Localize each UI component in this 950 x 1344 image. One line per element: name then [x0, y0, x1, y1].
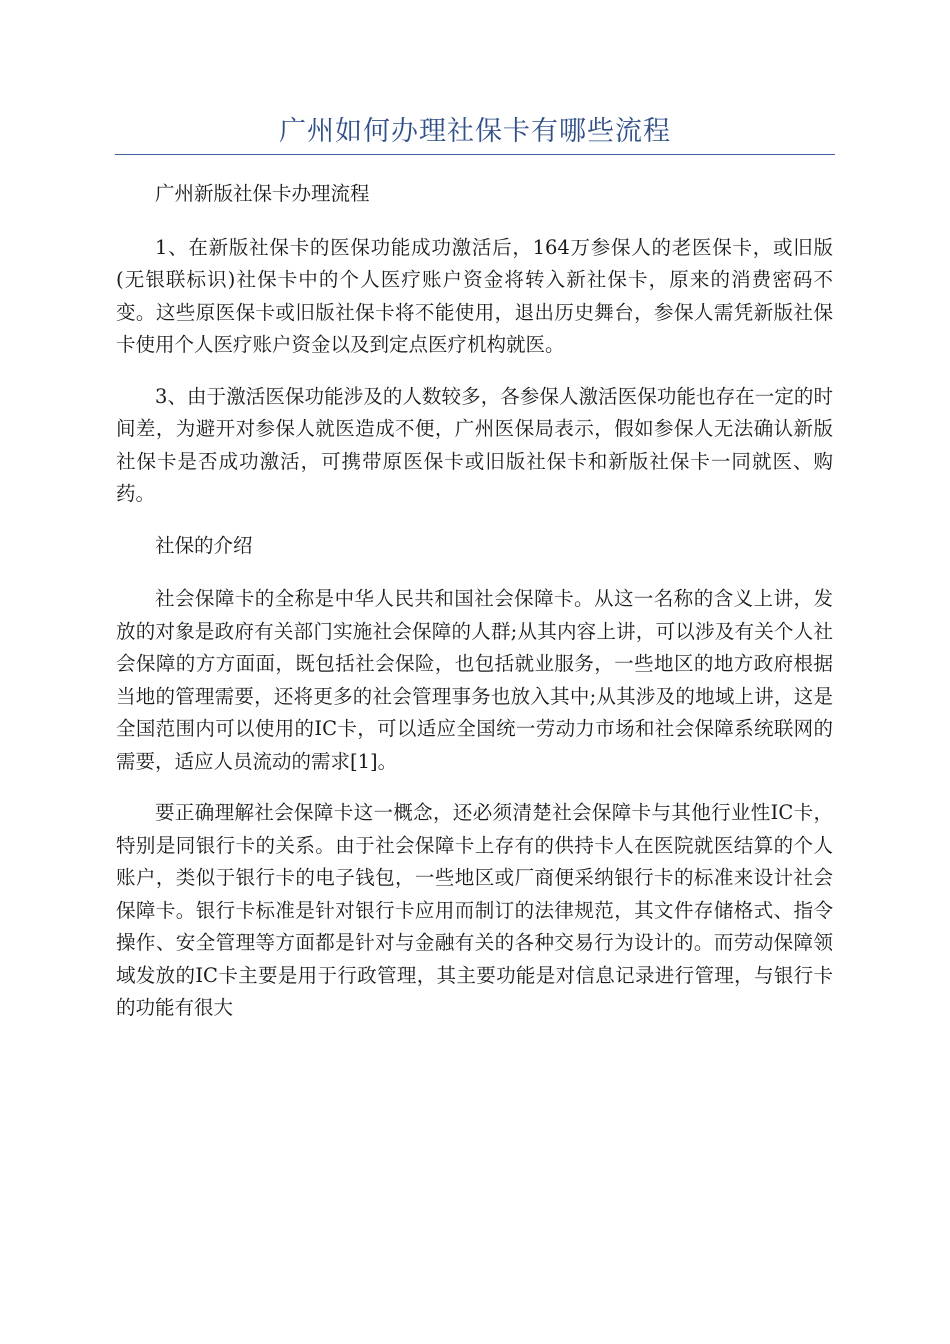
- document-title: 广州如何办理社保卡有哪些流程: [279, 116, 671, 147]
- paragraph-step-3: 3、由于激活医保功能涉及的人数较多，各参保人激活医保功能也存在一定的时间差，为避开对参保人就医造成不便，广州医保局表示，假如参保人无法确认新版社保卡是否成功激活，可携带原医保卡或旧版社保卡和新版社保卡一同就医、购药。: [116, 384, 833, 505]
- document-body: [116, 178, 833, 1044]
- paragraph-intro-definition: 社会保障卡的全称是中华人民共和国社会保障卡。从这一名称的含义上讲，发放的对象是政府有关部门实施社会保障的人群;从其内容上讲，可以涉及有关个人社会保障的方方面面，既包括社会保险，也包括就业服务，一些地区的地方政府根据当地的管理需要，还将更多的社会管理事务也放入其中;从其涉及的地域上讲，这是全国范围内可以使用的IC卡，可以适应全国统一劳动力市场和社会保障系统联网的需要，适应人员流动的需求[1]。: [116, 587, 833, 773]
- title-underline: [115, 154, 835, 155]
- section-heading-process: 广州新版社保卡办理流程: [155, 182, 370, 205]
- paragraph-intro-bank-card: 要正确理解社会保障卡这一概念，还必须清楚社会保障卡与其他行业性IC卡，特别是同银行卡的关系。由于社会保障卡上存有的供持卡人在医院就医结算的个人账户，类似于银行卡的电子钱包，一些地区或厂商便采纳银行卡的标准来设计社会保障卡。银行卡标准是针对银行卡应用而制订的法律规范，其文件存储格式、指令操作、安全管理等方面都是针对与金融有关的各种交易行为设计的。而劳动保障领域发放的IC卡主要是用于行政管理，其主要功能是对信息记录进行管理，与银行卡的功能有很大: [116, 801, 833, 1019]
- section-heading-intro: 社保的介绍: [155, 533, 253, 557]
- paragraph-step-1: 1、在新版社保卡的医保功能成功激活后，164万参保人的老医保卡，或旧版(无银联标识)社保卡中的个人医疗账户资金将转入新社保卡，原来的消费密码不变。这些原医保卡或旧版社保卡将不能使用，退出历史舞台，参保人需凭新版社保卡使用个人医疗账户资金以及到定点医疗机构就医。: [116, 235, 833, 356]
